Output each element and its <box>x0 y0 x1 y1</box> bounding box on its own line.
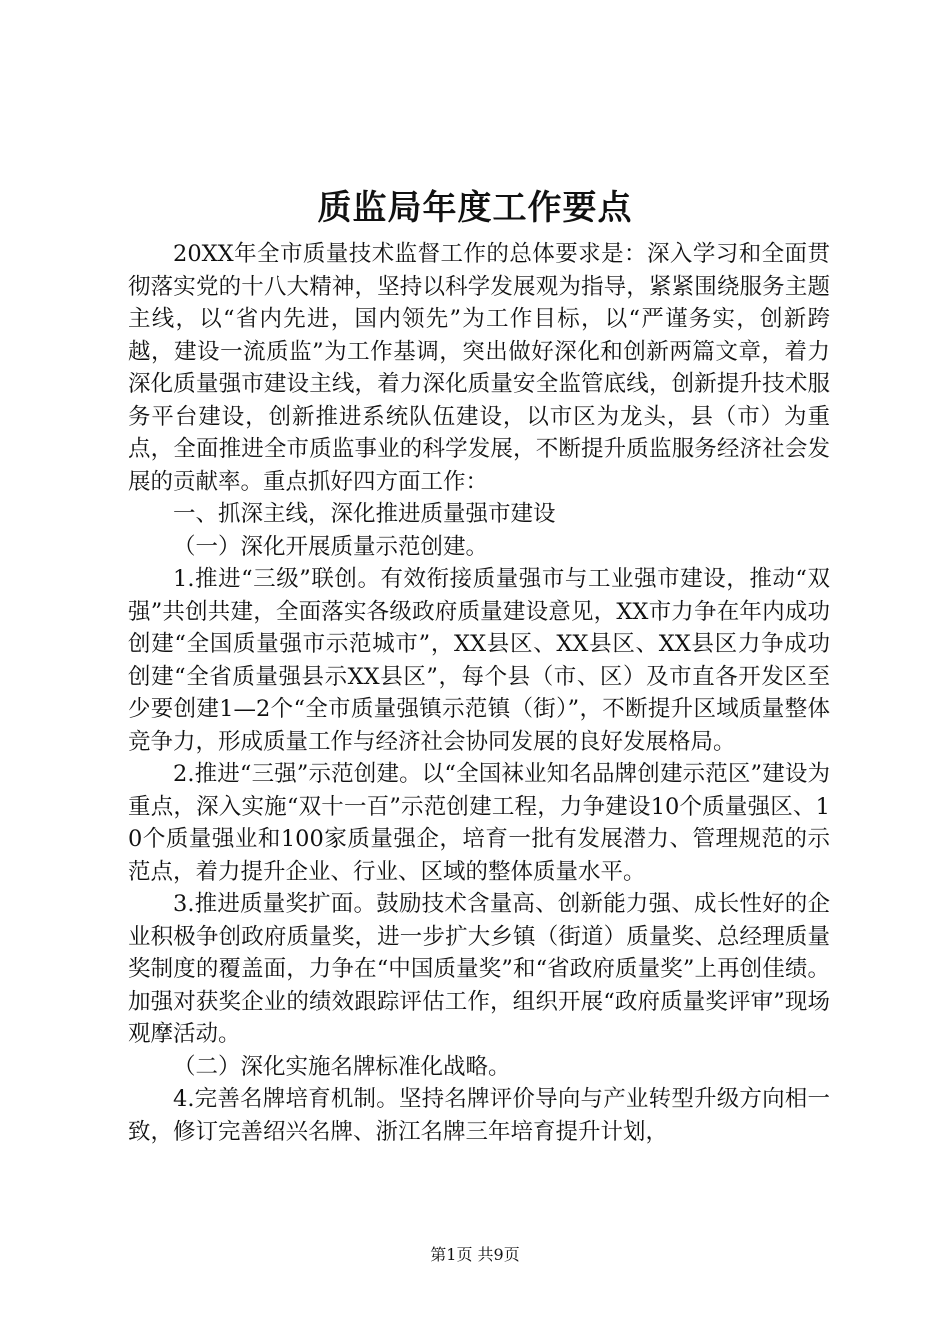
document-body <box>128 238 830 1148</box>
item-paragraph-4: 4.完善名牌培育机制。坚持名牌评价导向与产业转型升级方向相一致，修订完善绍兴名牌、浙江名牌三年培育提升计划， <box>128 1086 830 1145</box>
subsection-heading-2: （二）深化实施名牌标准化战略。 <box>173 1053 511 1080</box>
item-paragraph-3: 3.推进质量奖扩面。鼓励技术含量高、创新能力强、成长性好的企业积极争创政府质量奖，进一步扩大乡镇（街道）质量奖、总经理质量奖制度的覆盖面，力争在“中国质量奖”和“省政府质量奖”上再创佳绩。加强对获奖企业的绩效跟踪评估工作，组织开展“政府质量奖评审”现场观摩活动。 <box>128 891 830 1047</box>
document-title: 质监局年度工作要点 <box>317 188 633 228</box>
intro-paragraph: 20XX年全市质量技术监督工作的总体要求是：深入学习和全面贯彻落实党的十八大精神，坚持以科学发展观为指导，紧紧围绕服务主题主线，以“省内先进，国内领先”为工作目标，以“严谨务实，创新跨越，建设一流质监”为工作基调，突出做好深化和创新两篇文章，着力深化质量强市建设主线，着力深化质量安全监管底线，创新提升技术服务平台建设，创新推进系统队伍建设，以市区为龙头，县（市）为重点，全面推进全市质监事业的科学发展，不断提升质监服务经济社会发展的贡献率。重点抓好四方面工作： <box>128 241 830 495</box>
item-paragraph-1: 1.推进“三级”联创。有效衔接质量强市与工业强市建设，推动“双强”共创共建，全面落实各级政府质量建设意见，XX市力争在年内成功创建“全国质量强市示范城市”，XX县区、XX县区、XX县区力争成功创建“全省质量强县示XX县区”，每个县（市、区）及市直各开发区至少要创建1—2个“全市质量强镇示范镇（街）”，不断提升区域质量整体竞争力，形成质量工作与经济社会协同发展的良好发展格局。 <box>128 566 830 755</box>
section-heading-1: 一、抓深主线，深化推进质量强市建设 <box>173 501 556 527</box>
subsection-heading-1: （一）深化开展质量示范创建。 <box>173 533 489 560</box>
item-paragraph-2: 2.推进“三强”示范创建。以“全国袜业知名品牌创建示范区”建设为重点，深入实施“双十一百”示范创建工程，力争建设10个质量强区、10个质量强业和100家质量强企，培育一批有发展潜力、管理规范的示范点，着力提升企业、行业、区域的整体质量水平。 <box>128 761 830 885</box>
page-number-footer: 第1页 共9页 <box>430 1245 520 1264</box>
